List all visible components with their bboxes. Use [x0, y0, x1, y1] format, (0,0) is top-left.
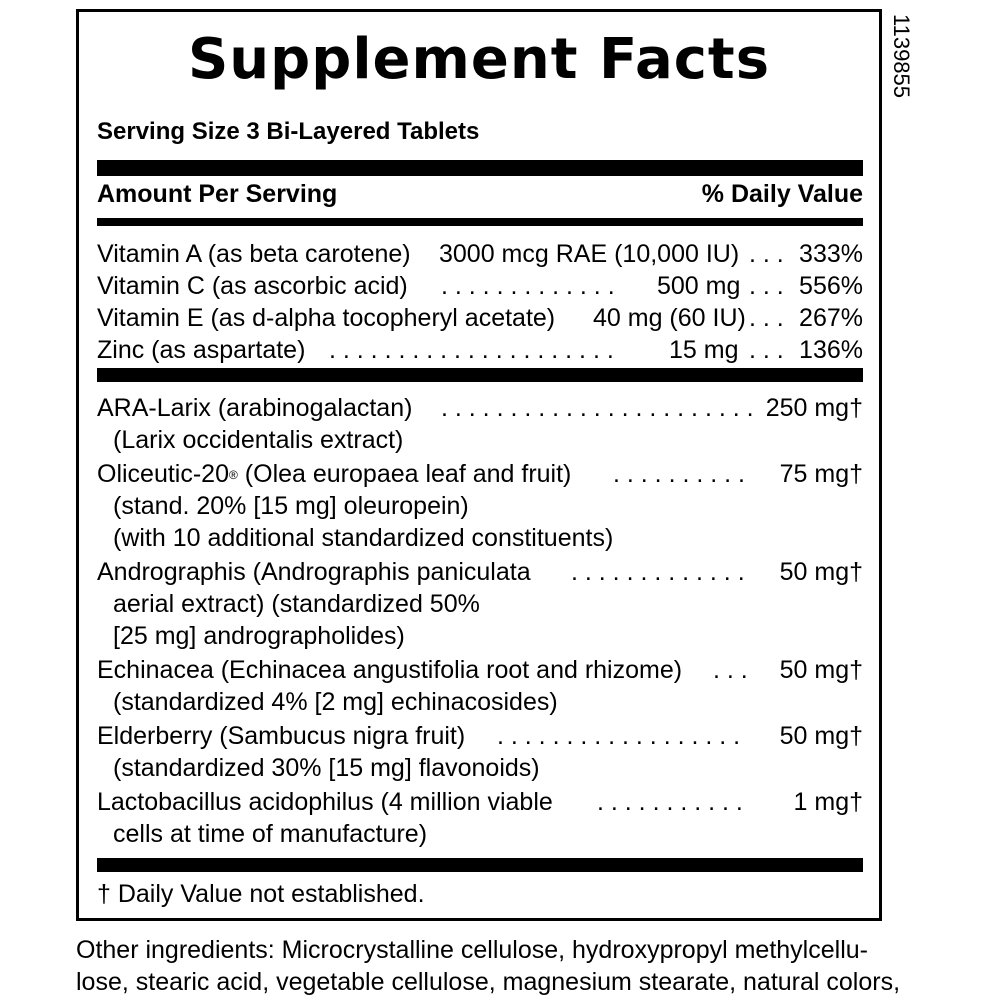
nutrient-dv: 267%	[799, 304, 863, 332]
nutrient-row	[97, 240, 863, 272]
divider-thick	[97, 858, 863, 872]
ingredient-amount: 50 mg†	[779, 656, 863, 684]
ingredient-name: Echinacea (Echinacea angustifolia root and rhizome)	[97, 656, 683, 684]
nutrient-row	[97, 336, 863, 368]
leader-dots: . . . . . . . . . . . . . . . . . .	[497, 722, 741, 750]
nutrient-amount: 500 mg	[657, 272, 741, 300]
ingredient-source: (Olea europaea leaf and fruit)	[244, 460, 572, 488]
ingredient-detail: (stand. 20% [15 mg] oleuropein)	[113, 492, 469, 520]
ingredient-row	[97, 656, 863, 688]
supplement-facts-panel	[76, 9, 882, 921]
ingredient-row	[97, 558, 863, 590]
ingredient-detail: (standardized 30% [15 mg] flavonoids)	[113, 754, 540, 782]
ingredient-detail: (with 10 additional standardized constituents)	[113, 524, 614, 552]
leader-dots: . . . . . . . . . .	[613, 460, 745, 488]
nutrient-amount: 15 mg	[669, 336, 739, 364]
ingredient-row	[97, 722, 863, 754]
amount-per-serving-label: Amount Per Serving	[97, 180, 338, 208]
ingredient-detail: cells at time of manufacture)	[113, 820, 428, 848]
divider-thick	[97, 160, 863, 176]
leader-dots: . . . . . . . . . . . . . . . . . . . . .	[329, 336, 614, 364]
ingredient-amount: 1 mg†	[793, 788, 863, 816]
ingredient-row	[97, 394, 863, 426]
leader-dots: . . . . . . . . . . . . .	[441, 272, 615, 300]
leader-dots: . . .	[749, 240, 784, 268]
other-ingredients: Other ingredients: Microcrystalline cellulose, hydroxypropyl methylcellu-lose, stearic acid, vegetable cellulose, magnesium stearate, natural colors,	[76, 936, 901, 996]
nutrient-dv: 556%	[799, 272, 863, 300]
nutrient-amount: 40 mg (60 IU)	[593, 304, 746, 332]
product-code: 1139855	[889, 14, 914, 99]
ingredient-row	[97, 788, 863, 820]
nutrient-row	[97, 272, 863, 304]
ingredient-name: Andrographis (Andrographis paniculata	[97, 558, 531, 586]
nutrient-name: Zinc (as aspartate)	[97, 336, 306, 364]
nutrient-name: Vitamin C (as ascorbic acid)	[97, 272, 408, 300]
registered-mark: ®	[229, 468, 238, 482]
serving-size: Serving Size 3 Bi-Layered Tablets	[97, 118, 480, 145]
nutrient-name: Vitamin E (as d-alpha tocopheryl acetate)	[97, 304, 556, 332]
ingredient-name: ARA-Larix (arabinogalactan)	[97, 394, 413, 422]
leader-dots: . . .	[749, 304, 784, 332]
nutrient-name: Vitamin A (as beta carotene)	[97, 240, 411, 268]
ingredient-detail: aerial extract) (standardized 50%	[113, 590, 480, 618]
ingredient-detail: (standardized 4% [2 mg] echinacosides)	[113, 688, 558, 716]
ingredient-detail: [25 mg] andrographolides)	[113, 622, 405, 650]
leader-dots: . . .	[749, 272, 784, 300]
ingredient-amount: 50 mg†	[779, 722, 863, 750]
nutrient-row	[97, 304, 863, 336]
ingredient-detail: (Larix occidentalis extract)	[113, 426, 404, 454]
ingredient-name: Lactobacillus acidophilus (4 million viable	[97, 788, 553, 816]
panel-title: Supplement Facts	[187, 27, 771, 92]
leader-dots: . . .	[749, 336, 784, 364]
ingredient-name: Oliceutic-20	[97, 460, 229, 488]
nutrient-dv: 136%	[799, 336, 863, 364]
ingredient-name: Elderberry (Sambucus nigra fruit)	[97, 722, 466, 750]
nutrient-amount: 3000 mcg RAE (10,000 IU)	[439, 240, 740, 268]
leader-dots: . . . . . . . . . . . . .	[571, 558, 745, 586]
ingredient-amount: 75 mg†	[779, 460, 863, 488]
ingredient-row	[97, 460, 863, 492]
ingredient-amount: 50 mg†	[779, 558, 863, 586]
leader-dots: . . . . . . . . . . . . . . . . . . . . . . .	[441, 394, 754, 422]
footnote: † Daily Value not established.	[97, 880, 425, 908]
daily-value-label: % Daily Value	[701, 180, 863, 208]
divider-thick	[97, 368, 863, 382]
nutrient-dv: 333%	[799, 240, 863, 268]
ingredient-amount: 250 mg†	[765, 394, 863, 422]
leader-dots: . . .	[713, 656, 748, 684]
divider-medium	[97, 218, 863, 226]
leader-dots: . . . . . . . . . . .	[597, 788, 743, 816]
